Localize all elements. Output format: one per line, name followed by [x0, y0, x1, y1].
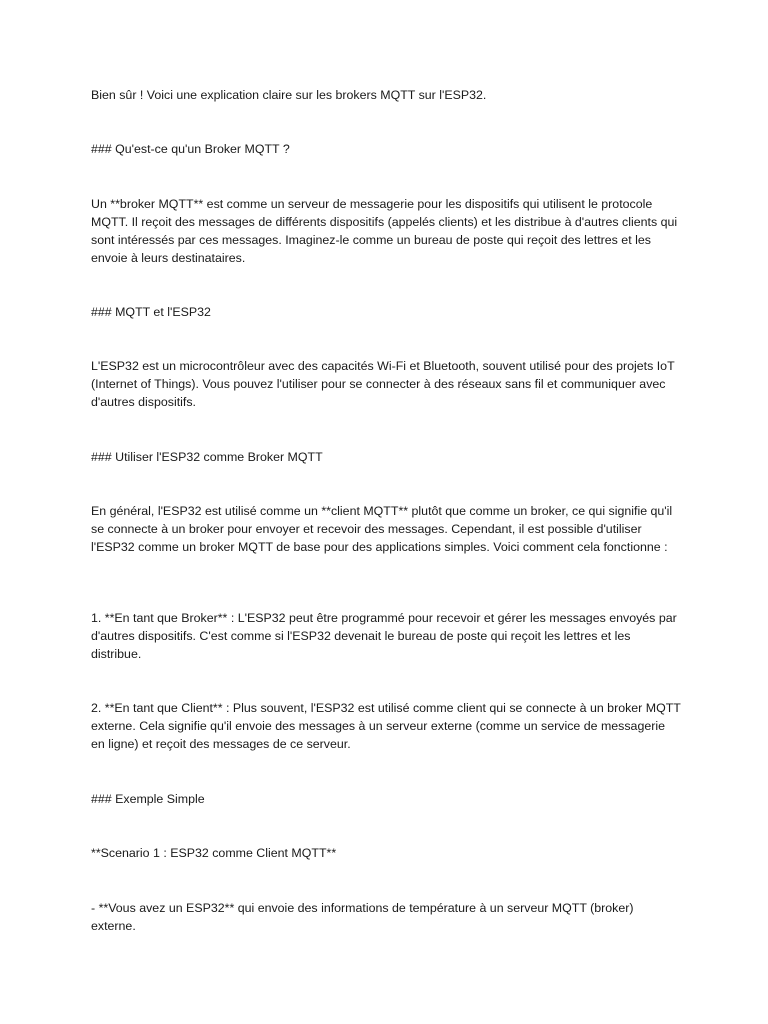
heading-what-is-broker: ### Qu'est-ce qu'un Broker MQTT ? [91, 142, 290, 156]
intro-paragraph: Bien sûr ! Voici une explication claire sur les brokers MQTT sur l'ESP32. [91, 88, 487, 102]
scenario-1-title: **Scenario 1 : ESP32 comme Client MQTT** [91, 846, 337, 860]
heading-mqtt-esp32: ### MQTT et l'ESP32 [91, 305, 211, 319]
general-usage-paragraph: En général, l'ESP32 est utilisé comme un **client MQTT** plutôt que comme un broker, ce qui signifie qu'il se connecte à un broker pour envoyer et recevoir des messages. Cependant, il est possible d'utiliser l'ESP32 comme un broker MQTT de base pour des applications simples. Voici comment cela fonctionne : [91, 504, 673, 554]
heading-use-esp32-as-broker: ### Utiliser l'ESP32 comme Broker MQTT [91, 450, 323, 464]
broker-definition-paragraph: Un **broker MQTT** est comme un serveur de messagerie pour les dispositifs qui utilisent le protocole MQTT. Il reçoit des messages de différents dispositifs (appelés clients) et les distribue à d'autres clients qui sont intéressés par ces messages. Imaginez-le comme un bureau de poste qui reçoit des lettres et les envoie à leurs destinataires. [91, 197, 678, 265]
scenario-1-bullet: - **Vous avez un ESP32** qui envoie des informations de température à un serveur MQTT (broker) externe. [91, 901, 634, 933]
list-item-broker: 1. **En tant que Broker** : L'ESP32 peut être programmé pour recevoir et gérer les messages envoyés par d'autres dispositifs. C'est comme si l'ESP32 devenait le bureau de poste qui reçoit les lettres et les distribue. [91, 611, 677, 661]
esp32-description-paragraph: L'ESP32 est un microcontrôleur avec des capacités Wi-Fi et Bluetooth, souvent utilisé pour des projets IoT (Internet of Things). Vous pouvez l'utiliser pour se connecter à des réseaux sans fil et communiquer avec d'autres dispositifs. [91, 359, 675, 409]
heading-simple-example: ### Exemple Simple [91, 792, 205, 806]
list-item-client: 2. **En tant que Client** : Plus souvent, l'ESP32 est utilisé comme client qui se connecte à un broker MQTT externe. Cela signifie qu'il envoie des messages à un serveur externe (comme un service de messagerie en ligne) et reçoit des messages de ce serveur. [91, 701, 681, 751]
